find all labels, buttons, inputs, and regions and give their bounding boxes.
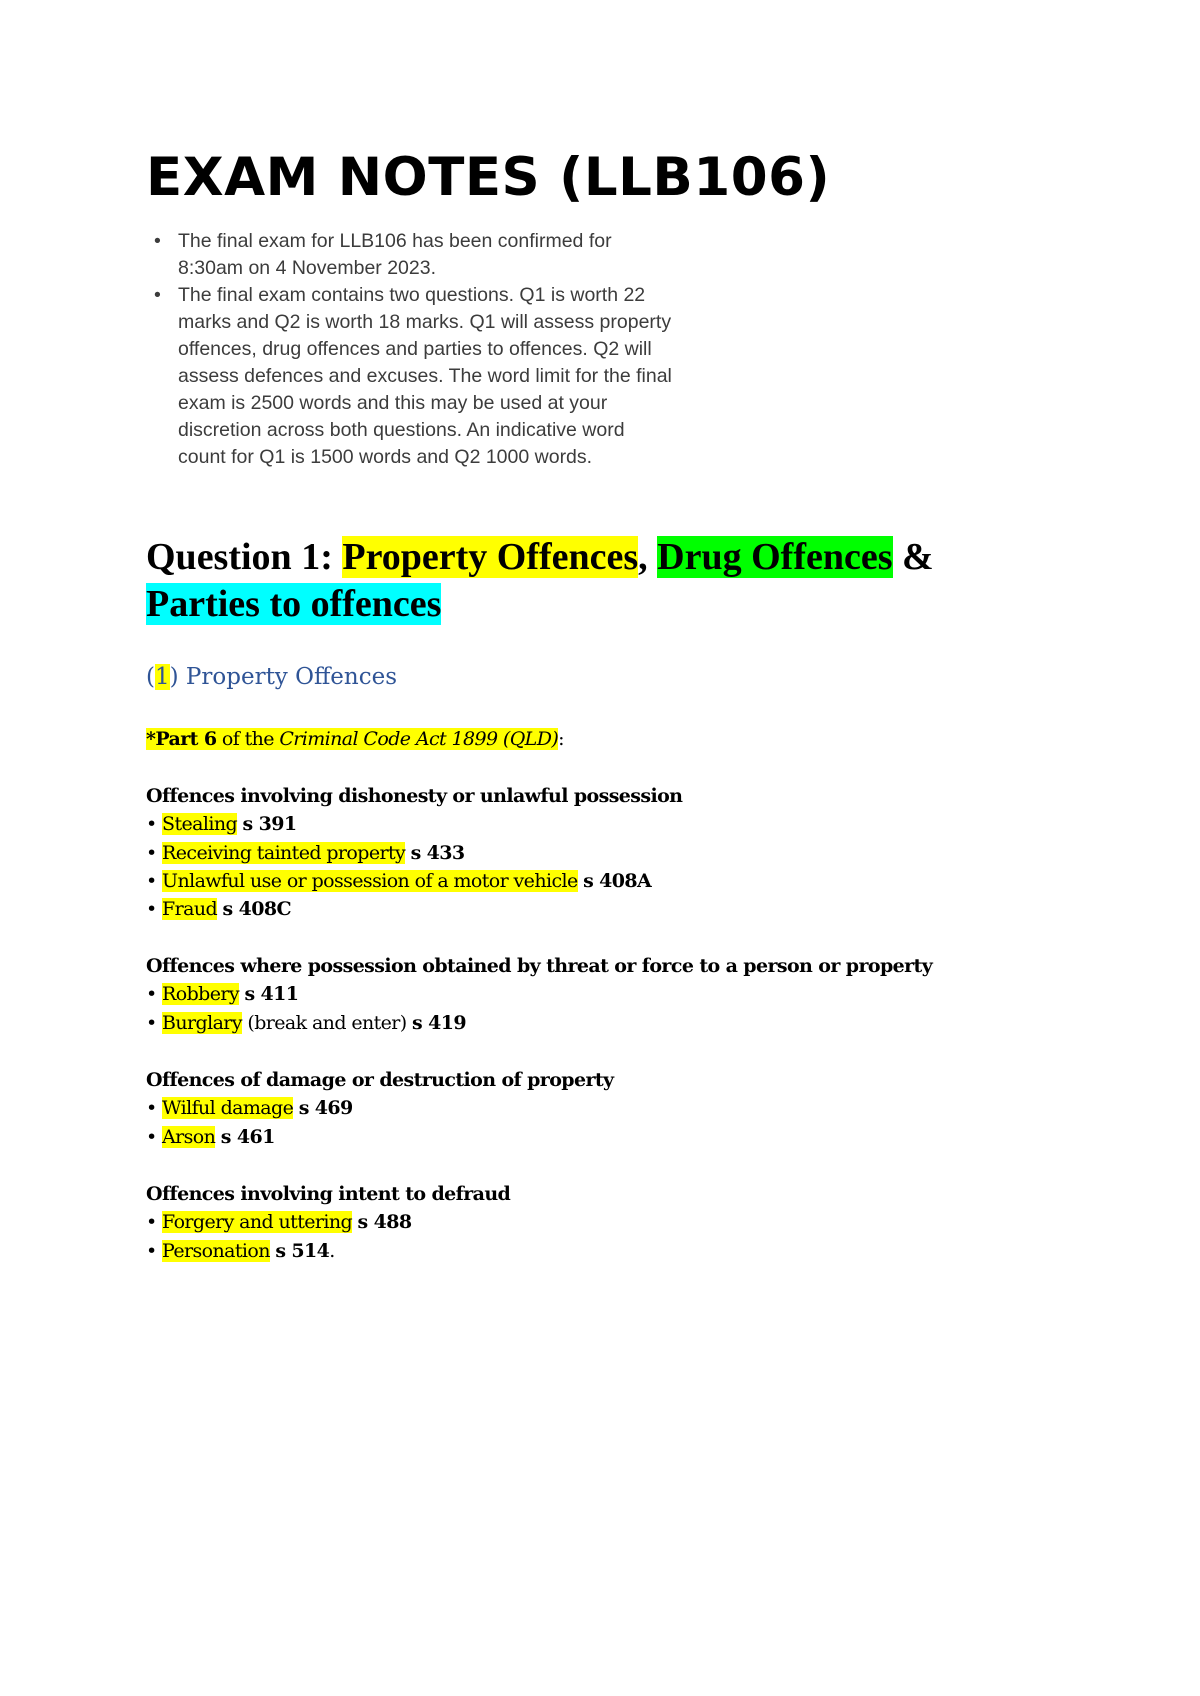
- section-dishonesty: [146, 782, 682, 923]
- part-number: *Part 6: [146, 728, 217, 750]
- section-number: s 391: [242, 813, 297, 836]
- trailing-period: .: [329, 1239, 335, 1262]
- section-number: s 433: [410, 841, 465, 864]
- offence-name: Stealing: [162, 813, 238, 836]
- list-item: [146, 1123, 614, 1151]
- offence-name: Wilful damage: [162, 1097, 294, 1120]
- section-defraud: [146, 1180, 510, 1265]
- subheading-label: Property Offences: [178, 664, 398, 690]
- section-heading: Offences involving intent to defraud: [146, 1183, 511, 1205]
- bullet: •: [146, 869, 163, 892]
- section-heading: Offences involving dishonesty or unlawful possession: [146, 785, 683, 807]
- exam-info-item-date: • The final exam for LLB106 has been confirmed for 8:30am on 4 November 2023.: [152, 228, 672, 282]
- offence-name: Fraud: [162, 898, 218, 921]
- list-item: [146, 895, 682, 923]
- offence-name: Burglary: [162, 1011, 242, 1034]
- bullet: •: [146, 1097, 163, 1120]
- section-heading: Offences of damage or destruction of property: [146, 1069, 614, 1091]
- list-item: [146, 867, 682, 895]
- section-number: s 419: [412, 1011, 467, 1034]
- criminal-code-reference: [146, 725, 564, 753]
- part-reference-highlight: [146, 728, 558, 750]
- exam-info-item-structure: • The final exam contains two questions. Q1 is worth 22 marks and Q2 is worth 18 marks. Q1 will assess property offences, drug offences and parties to offences. Q2 will assess defences and excuses. The word limit for the final exam is 2500 words and this may be used at your discretion across both questions. An indicative word count for Q1 is 1500 words and Q2 1000 words.: [152, 282, 672, 471]
- section-number: s 461: [220, 1125, 275, 1148]
- bullet: •: [146, 1125, 163, 1148]
- bullet: •: [146, 813, 163, 836]
- part-colon: :: [558, 728, 564, 750]
- bullet: •: [146, 1211, 163, 1234]
- part-text: of the: [216, 728, 280, 750]
- topic-separator: ,: [638, 536, 658, 578]
- section-number: s 408A: [583, 869, 652, 892]
- offence-name: Personation: [162, 1239, 270, 1262]
- section-number: s 469: [298, 1097, 353, 1120]
- offence-note: (break and enter): [247, 1011, 407, 1034]
- section-damage: [146, 1066, 614, 1151]
- list-item: [146, 980, 932, 1008]
- section-number: s 488: [357, 1211, 412, 1234]
- property-offences-subheading: [146, 662, 397, 692]
- subheading-close-paren: ): [169, 664, 179, 690]
- offence-name: Unlawful use or possession of a motor vehicle: [162, 869, 578, 892]
- list-item: [146, 810, 682, 838]
- bullet: •: [146, 1239, 163, 1262]
- document-title: EXAM NOTES (LLB106): [146, 147, 831, 208]
- question-1-prefix: Question 1:: [146, 536, 343, 578]
- list-item: [146, 1009, 932, 1037]
- section-number: s 514: [275, 1239, 330, 1262]
- bullet: •: [146, 841, 163, 864]
- topic-parties-to-offences: Parties to offences: [146, 583, 442, 625]
- list-item: [146, 1094, 614, 1122]
- section-heading: Offences where possession obtained by threat or force to a person or property: [146, 955, 933, 977]
- bullet: •: [146, 898, 163, 921]
- exam-info-list: [152, 228, 672, 471]
- offence-name: Receiving tainted property: [162, 841, 406, 864]
- list-item: [146, 1237, 510, 1265]
- list-item: [146, 839, 682, 867]
- bullet: •: [146, 1011, 163, 1034]
- bullet: •: [146, 983, 163, 1006]
- list-item: [146, 1208, 510, 1236]
- offence-name: Forgery and uttering: [162, 1211, 353, 1234]
- subheading-number: 1: [154, 664, 170, 690]
- section-number: s 408C: [222, 898, 291, 921]
- section-threat-or-force: [146, 952, 932, 1037]
- section-number: s 411: [244, 983, 299, 1006]
- question-1-heading: [146, 534, 1046, 628]
- topic-drug-offences: Drug Offences: [657, 536, 893, 578]
- topic-separator: &: [892, 536, 934, 578]
- subheading-open-paren: (: [146, 664, 155, 690]
- offence-name: Arson: [162, 1125, 216, 1148]
- topic-property-offences: Property Offences: [342, 536, 639, 578]
- act-name: Criminal Code Act 1899 (QLD): [279, 728, 559, 750]
- offence-name: Robbery: [162, 983, 239, 1006]
